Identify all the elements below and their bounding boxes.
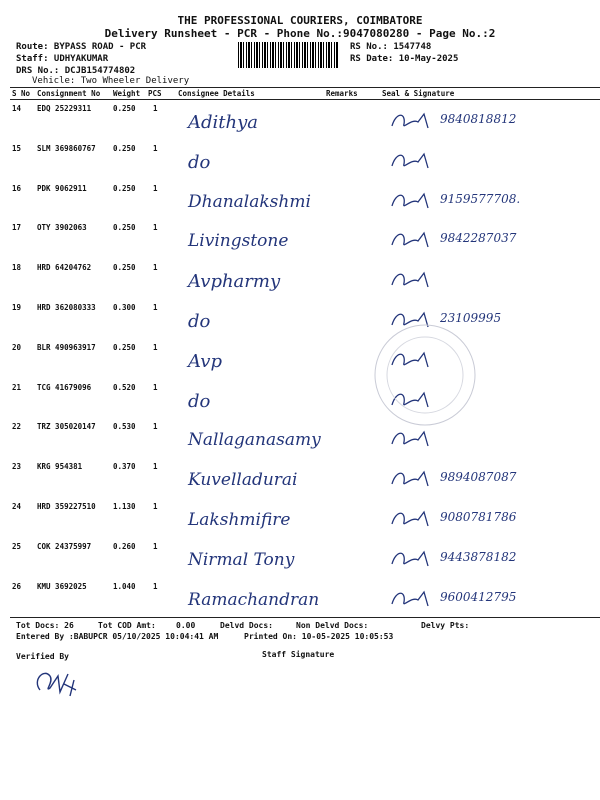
row-weight: 0.530 <box>113 422 136 432</box>
row-consignment-no: OTY 3902063 <box>37 223 87 233</box>
row-pcs: 1 <box>153 303 158 312</box>
row-pcs: 1 <box>153 143 158 153</box>
row-seal-phone-handwritten: 23109995 <box>440 311 502 325</box>
row-sno: 26 <box>12 581 22 591</box>
row-signature-icon <box>388 188 434 214</box>
row-pcs: 1 <box>153 223 158 233</box>
row-weight: 0.370 <box>113 462 136 472</box>
row-pcs: 1 <box>153 541 158 551</box>
row-consignment-no: KMU 3692025 <box>37 581 87 591</box>
row-weight: 0.250 <box>113 342 136 352</box>
row-signature-icon <box>388 267 434 293</box>
row-consignment-no: TCG 41679096 <box>37 382 92 392</box>
row-seal-phone-handwritten: 9894087087 <box>440 470 517 485</box>
row-consignment-no: EDQ 25229311 <box>37 104 92 113</box>
row-sno: 15 <box>12 143 22 153</box>
delivered-docs: Delvd Docs: <box>220 621 273 630</box>
row-weight: 0.260 <box>113 541 136 551</box>
row-consignee-handwritten: do <box>188 151 211 173</box>
table-header-rule <box>10 99 600 100</box>
row-sno: 21 <box>12 382 22 392</box>
row-seal-phone-handwritten: 9840818812 <box>440 112 517 126</box>
table-top-rule <box>10 87 600 88</box>
row-pcs: 1 <box>153 462 158 472</box>
col-header-pcs: PCS <box>148 89 162 98</box>
row-consignee-handwritten: Lakshmifire <box>188 510 291 530</box>
row-weight: 1.130 <box>113 502 136 511</box>
row-weight: 0.520 <box>113 382 136 392</box>
verifier-signature-icon <box>30 662 90 702</box>
row-consignment-no: COK 24375997 <box>37 541 92 551</box>
row-pcs: 1 <box>153 382 158 392</box>
rs-date: RS Date: 10-May-2025 <box>350 54 459 64</box>
row-consignment-no: BLR 490963917 <box>37 342 96 352</box>
row-signature-icon <box>388 108 434 134</box>
table-bottom-rule <box>10 617 600 618</box>
row-signature-icon <box>388 426 434 452</box>
row-consignment-no: HRD 362080333 <box>37 303 96 312</box>
row-consignee-handwritten: Kuvelladurai <box>188 470 298 491</box>
row-signature-icon <box>388 466 434 492</box>
row-pcs: 1 <box>153 263 158 273</box>
row-sno: 20 <box>12 342 22 352</box>
row-weight: 0.250 <box>113 223 136 233</box>
row-consignee-handwritten: Livingstone <box>188 231 289 252</box>
row-weight: 0.250 <box>113 263 136 273</box>
row-sno: 18 <box>12 263 22 273</box>
total-cod-value: 0.00 <box>176 621 196 630</box>
total-docs: Tot Docs: 26 <box>16 621 74 630</box>
total-cod-label: Tot COD Amt: <box>98 621 156 630</box>
row-sno: 19 <box>12 303 22 312</box>
row-sno: 22 <box>12 422 22 432</box>
row-consignment-no: SLM 369860767 <box>37 143 96 153</box>
row-signature-icon <box>388 586 434 612</box>
route-label: Route: BYPASS ROAD - PCR <box>16 42 147 52</box>
row-consignee-handwritten: Nallaganasamy <box>188 430 321 451</box>
row-weight: 0.250 <box>113 143 136 153</box>
row-signature-icon <box>388 546 434 572</box>
staff-label: Staff: UDHYAKUMAR <box>16 54 109 64</box>
drs-number: DRS No.: DCJB154774802 <box>16 66 136 76</box>
row-weight: 0.300 <box>113 303 136 312</box>
col-header-consignee: Consignee Details <box>178 89 255 98</box>
row-consignment-no: HRD 64204762 <box>37 263 92 273</box>
runsheet-subtitle: Delivery Runsheet - PCR - Phone No.:9047080280 - Page No.:2 <box>104 27 496 40</box>
row-sno: 25 <box>12 541 22 551</box>
row-sno: 16 <box>12 183 22 193</box>
row-pcs: 1 <box>153 342 158 352</box>
row-sno: 24 <box>12 502 22 511</box>
row-weight: 0.250 <box>113 104 136 113</box>
barcode-image <box>238 42 338 68</box>
row-pcs: 1 <box>153 104 158 113</box>
row-consignee-handwritten: Dhanalakshmi <box>188 191 311 212</box>
col-header-weight: Weight <box>113 89 141 98</box>
row-consignment-no: TRZ 305020147 <box>37 422 96 432</box>
non-delivered-docs: Non Delvd Docs: <box>296 621 369 630</box>
row-consignment-no: HRD 359227510 <box>37 502 96 511</box>
row-sno: 14 <box>12 104 22 113</box>
printed-on: Printed On: 10-05-2025 10:05:53 <box>244 632 394 641</box>
col-header-sno: S No <box>12 89 31 98</box>
col-header-consignment: Consignment No <box>37 89 101 98</box>
row-pcs: 1 <box>153 502 158 511</box>
row-seal-phone-handwritten: 9080781786 <box>440 510 517 524</box>
col-header-seal: Seal & Signature <box>382 89 455 98</box>
entered-by: Entered By :BABUPCR 05/10/2025 10:04:41 AM <box>16 632 219 641</box>
row-pcs: 1 <box>153 422 158 432</box>
row-sno: 23 <box>12 462 22 472</box>
row-consignee-handwritten: Nirmal Tony <box>188 549 295 570</box>
row-consignee-handwritten: Ramachandran <box>188 589 320 610</box>
row-pcs: 1 <box>153 183 158 193</box>
row-consignee-handwritten: Avp <box>188 350 222 372</box>
delivery-stamp-icon <box>370 320 480 430</box>
row-seal-phone-handwritten: 9443878182 <box>440 549 517 564</box>
row-weight: 1.040 <box>113 581 136 591</box>
row-seal-phone-handwritten: 9600412795 <box>440 589 517 604</box>
row-consignee-handwritten: do <box>188 311 211 332</box>
row-sno: 17 <box>12 223 22 233</box>
runsheet-company-title: THE PROFESSIONAL COURIERS, COIMBATORE <box>177 14 423 27</box>
row-weight: 0.250 <box>113 183 136 193</box>
row-consignee-handwritten: do <box>188 390 211 412</box>
row-signature-icon <box>388 506 434 532</box>
row-pcs: 1 <box>153 581 158 591</box>
verified-by-label: Verified By <box>16 652 69 661</box>
row-seal-phone-handwritten: 9159577708. <box>440 191 521 206</box>
vehicle-label: Vehicle: Two Wheeler Delivery <box>32 76 190 86</box>
row-seal-phone-handwritten: 9842287037 <box>440 231 517 246</box>
delivery-points: Delvy Pts: <box>421 621 470 630</box>
row-consignment-no: KRG 954381 <box>37 462 83 472</box>
row-signature-icon <box>388 148 434 174</box>
row-signature-icon <box>388 227 434 253</box>
staff-signature-label: Staff Signature <box>262 650 335 659</box>
row-consignee-handwritten: Adithya <box>188 112 259 133</box>
row-consignee-handwritten: Avpharmy <box>188 271 281 293</box>
col-header-remarks: Remarks <box>326 89 358 98</box>
row-consignment-no: PDK 9062911 <box>37 183 87 193</box>
rs-number: RS No.: 1547748 <box>350 42 432 52</box>
